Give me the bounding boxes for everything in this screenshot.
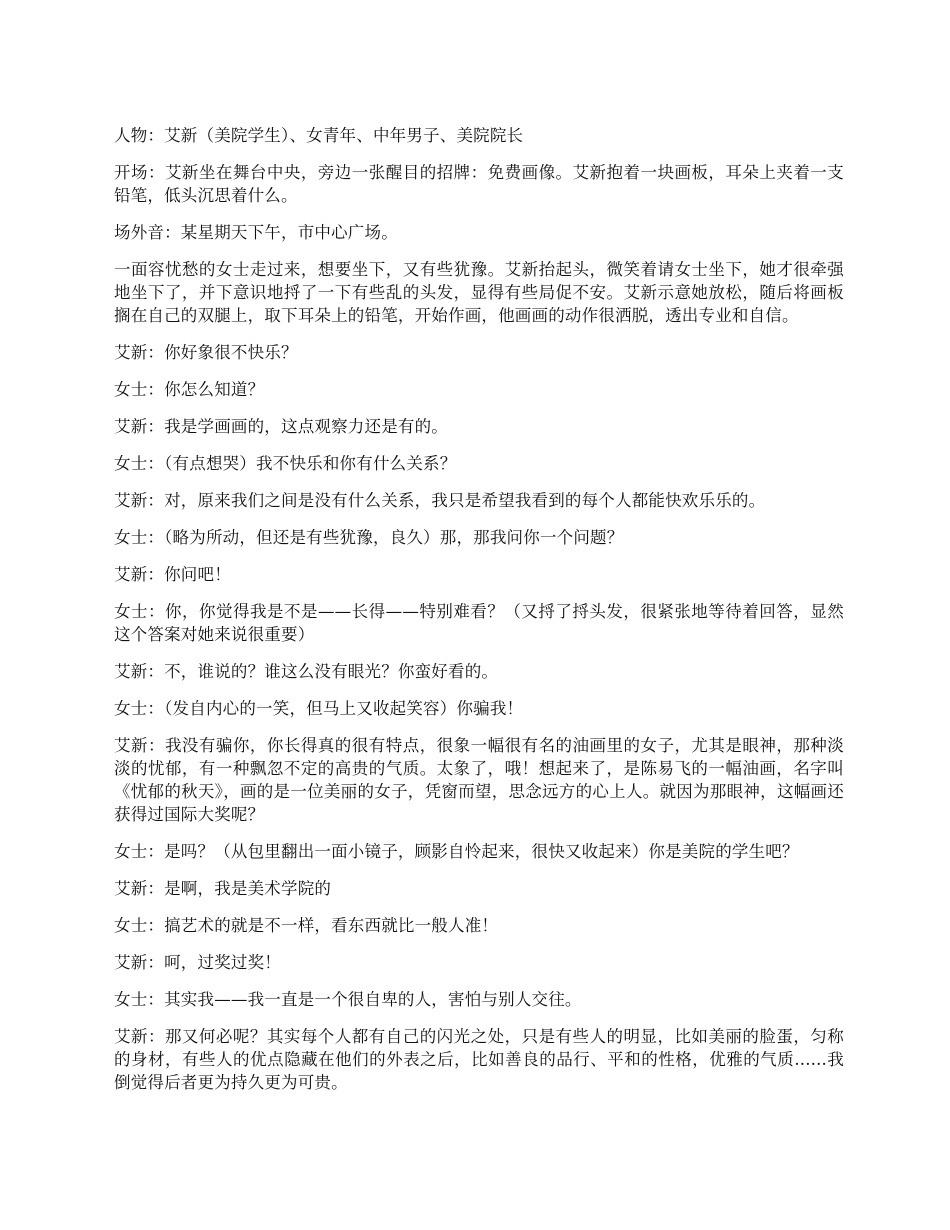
dialogue-line: 女士：（略为所动，但还是有些犹豫，良久）那，那我问你一个问题？ xyxy=(114,528,624,547)
dialogue-line: 艾新：呵，过奖过奖！ xyxy=(114,953,281,972)
dialogue-line: 女士：搞艺术的就是不一样，看东西就比一般人准！ xyxy=(114,916,499,935)
dialogue-line: 女士：（有点想哭）我不快乐和你有什么关系？ xyxy=(114,454,457,473)
dialogue-line: 女士：（发自内心的一笑，但马上又收起笑容）你骗我！ xyxy=(114,699,524,718)
dialogue-line: 女士：你，你觉得我是不是——长得——特别难看？（又捋了捋头发，很紧张地等待着回答，显然这个答案对她来说很重要） xyxy=(114,602,844,644)
dialogue-line: 艾新：我没有骗你，你长得真的很有特点，很象一幅很有名的油画里的女子，尤其是眼神，那种淡淡的忧郁，有一种飘忽不定的高贵的气质。太象了，哦！想起来了，是陈易飞的一幅油画，名字叫《忧郁的秋天》，画的是一位美丽的女子，凭窗而望，思念远方的心上人。就因为那眼神，这幅画还获得过国际大奖呢？ xyxy=(114,736,844,824)
dialogue-line: 女士：其实我——我一直是一个很自卑的人，害怕与别人交往。 xyxy=(114,990,582,1009)
dialogue-line: 艾新：对，原来我们之间是没有什么关系，我只是希望我看到的每个人都能快欢乐乐的。 xyxy=(114,491,766,510)
paragraph-characters: 人物：艾新（美院学生）、女青年、中年男子、美院院长 xyxy=(114,126,524,145)
dialogue-line: 艾新：是啊，我是美术学院的 xyxy=(114,879,332,898)
dialogue-line: 女士：是吗？（从包里翻出一面小镜子，顾影自怜起来，很快又收起来）你是美院的学生吧？ xyxy=(114,842,799,861)
dialogue-line: 艾新：你好象很不快乐？ xyxy=(114,343,298,362)
dialogue-line: 艾新：你问吧！ xyxy=(114,565,231,584)
dialogue-line: 艾新：我是学画画的，这点观察力还是有的。 xyxy=(114,417,448,436)
dialogue-line: 艾新：那又何必呢？其实每个人都有自己的闪光之处，只是有些人的明显，比如美丽的脸蛋，匀称的身材，有些人的优点隐藏在他们的外表之后，比如善良的品行、平和的性格，优雅的气质......我倒觉得后者更为持久更为可贵。 xyxy=(114,1027,844,1092)
paragraph-offstage-voice: 场外音：某星期天下午，市中心广场。 xyxy=(114,223,398,242)
script-text-body xyxy=(114,124,844,1108)
paragraph-stage-direction: 一面容忧愁的女士走过来，想要坐下，又有些犹豫。艾新抬起头，微笑着请女士坐下，她才很牵强地坐下了，并下意识地捋了一下有些乱的头发，显得有些局促不安。艾新示意她放松，随后将画板搁在自己的双腿上，取下耳朵上的铅笔，开始作画，他画画的动作很洒脱，透出专业和自信。 xyxy=(114,260,844,325)
paragraph-opening: 开场：艾新坐在舞台中央，旁边一张醒目的招牌：免费画像。艾新抱着一块画板，耳朵上夹着一支铅笔，低头沉思着什么。 xyxy=(114,163,844,205)
dialogue-line: 艾新：不，谁说的？谁这么没有眼光？你蛮好看的。 xyxy=(114,662,499,681)
dialogue-line: 女士：你怎么知道？ xyxy=(114,380,265,399)
